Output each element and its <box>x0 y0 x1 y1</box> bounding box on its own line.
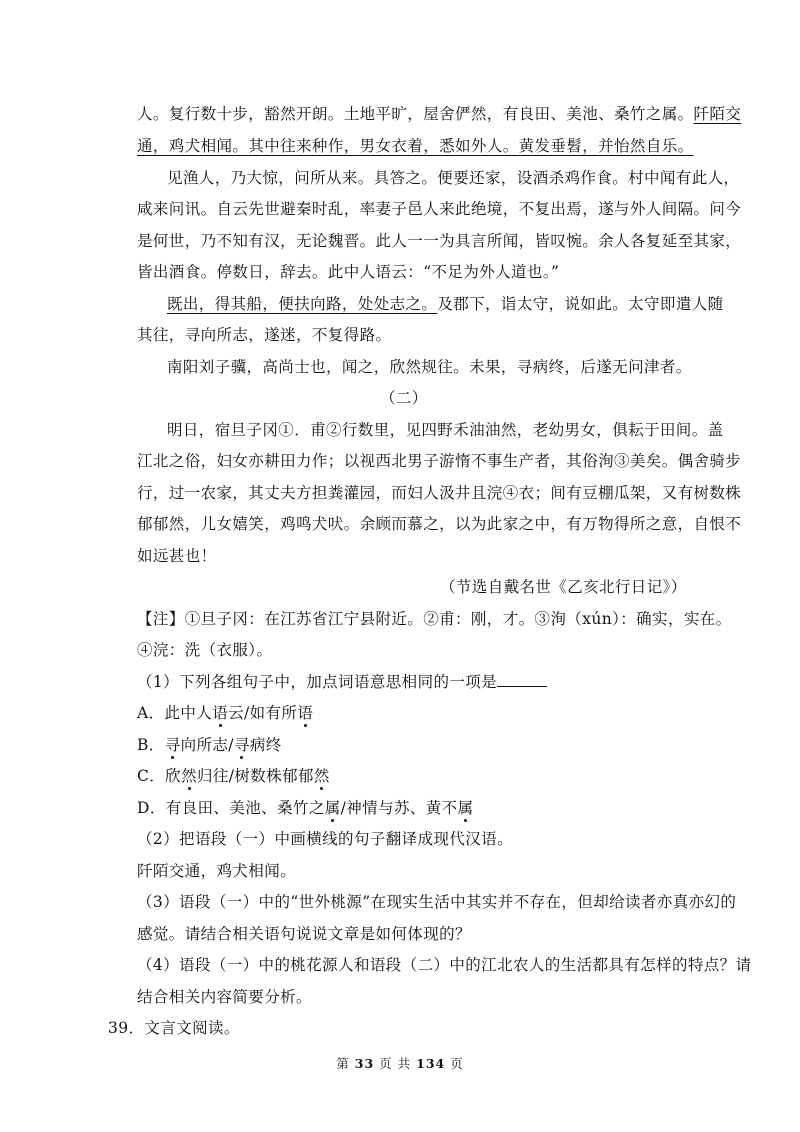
question-3-line-2: 感觉。请结合相关语句说说文章是如何体现的？ <box>137 925 471 943</box>
passage-two-line-4: 郁郁然，儿女嬉笑，鸡鸣犬吠。余顾而慕之，以为此家之中，有万物得所之意，自恨不 <box>137 515 742 533</box>
passage-two-line-3: 行，过一农家，其丈夫方担粪灌园，而妇人汲井且浣④衣；间有豆棚瓜架，又有树数株 <box>137 484 742 502</box>
passage-one-line-8: 其往，寻向所志，遂迷，不复得路。 <box>137 326 392 344</box>
passage-one-line-3: 见渔人，乃大惊，问所从来。具答之。便要还家，设酒杀鸡作食。村中闻有此人， <box>167 169 740 187</box>
question-4-line-2: 结合相关内容简要分析。 <box>137 988 312 1006</box>
option-a: A．此中人语云/如有所语 <box>137 704 314 722</box>
passage-one-line-1: 人。复行数十步，豁然开朗。土地平旷，屋舍俨然，有良田、美池、桑竹之属。阡陌交 <box>137 105 742 123</box>
option-d: D．有良田、美池、桑竹之属/神情与苏、黄不属 <box>137 799 474 817</box>
next-question-heading: 39．文言文阅读。 <box>108 1019 240 1037</box>
passage-two-line-5: 如远甚也！ <box>137 547 217 565</box>
passage-two-heading: （二） <box>380 389 428 407</box>
question-1: （1）下列各组句子中，加点词语意思相同的一项是 <box>137 671 547 693</box>
passage-one-line-4: 咸来问讯。自云先世避秦时乱，率妻子邑人来此绝境，不复出焉，遂与外人间隔。问今 <box>137 200 742 218</box>
passage-one-line-6: 皆出酒食。停数日，辞去。此中人语云：“不足为外人道也。” <box>137 263 560 281</box>
passage-two-line-2: 江北之俗，妇女亦耕田力作；以视西北男子游惰不事生产者，其俗洵③美矣。偶舍骑步 <box>137 452 742 470</box>
question-2: （2）把语段（一）中画横线的句子翻译成现代汉语。 <box>137 830 513 848</box>
passage-one-line-5: 是何世，乃不知有汉，无论魏晋。此人一一为具言所闻，皆叹惋。余人各复延至其家， <box>137 232 742 250</box>
passage-two-source: （节选自戴名世《乙亥北行日记》） <box>440 578 687 596</box>
option-c: C．欣然归往/树数株郁郁然 <box>137 767 330 785</box>
notes-line-1: 【注】①旦子冈：在江苏省江宁县附近。②甫：刚，才。③洵（xún）：确实，实在。 <box>137 610 732 628</box>
answer-blank[interactable] <box>497 672 547 687</box>
passage-one-line-9: 南阳刘子骥，高尚士也，闻之，欣然规往。未果，寻病终，后遂无问津者。 <box>167 358 692 376</box>
page-footer: 第 33 页 共 134 页 <box>336 1056 464 1071</box>
question-4-line-1: （4）语段（一）中的桃花源人和语段（二）中的江北农人的生活都具有怎样的特点？请 <box>137 956 752 974</box>
option-b: B．寻向所志/寻病终 <box>137 736 282 754</box>
question-2-sentence: 阡陌交通，鸡犬相闻。 <box>137 862 297 880</box>
passage-one-line-2: 通，鸡犬相闻。其中往来种作，男女衣着，悉如外人。黄发垂髫，并怡然自乐。 <box>137 137 694 155</box>
question-3-line-1: （3）语段（一）中的“世外桃源”在现实生活中其实并不存在，但却给读者亦真亦幻的 <box>137 893 737 911</box>
passage-one-line-7: 既出，得其船，便扶向路，处处志之。及郡下，诣太守，说如此。太守即遣人随 <box>167 295 724 313</box>
current-page-number: 33 <box>354 1056 375 1071</box>
passage-two-line-1: 明日，宿旦子冈①．甫②行数里，见四野禾油油然，老幼男女，俱耘于田间。盖 <box>167 421 724 439</box>
notes-line-2: ④浣：洗（衣服）。 <box>137 641 273 659</box>
total-pages: 134 <box>416 1056 446 1071</box>
